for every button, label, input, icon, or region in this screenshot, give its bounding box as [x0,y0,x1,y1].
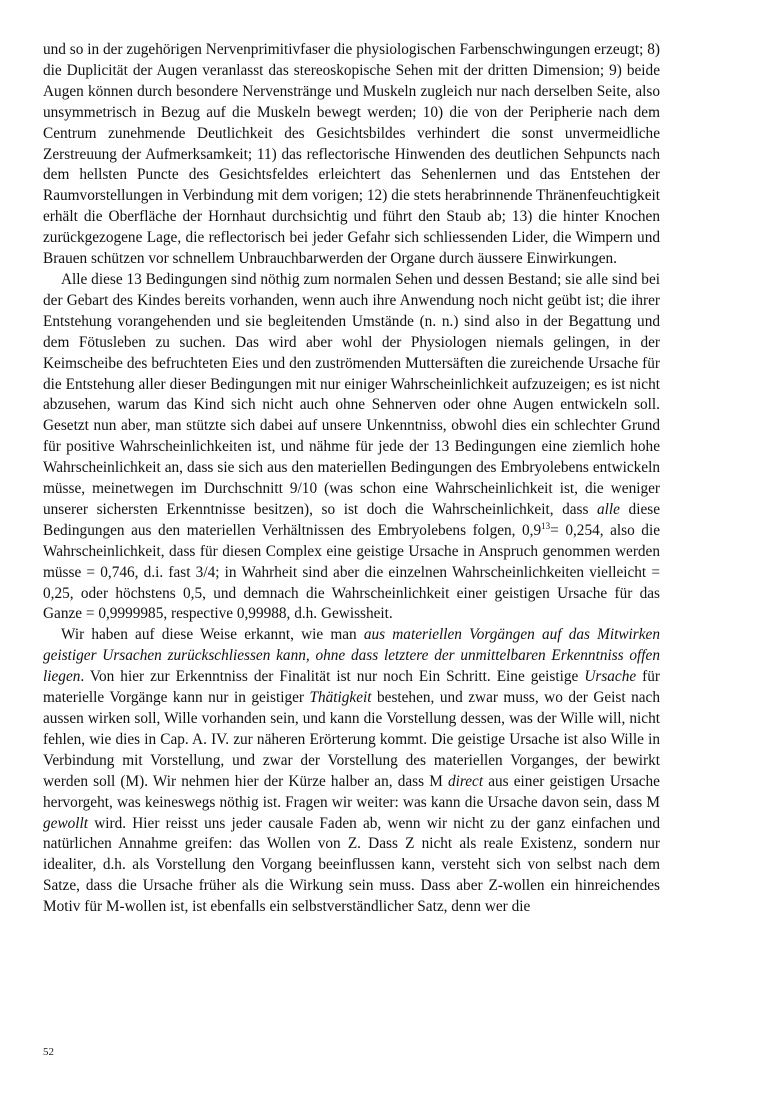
page-number: 52 [43,1046,54,1058]
italic-text-run: Thätigkeit [309,689,372,707]
text-run: Wir haben auf diese Weise erkannt, wie man [61,626,364,644]
text-run: aus einer geistigen Ursache hervorgeht, was keineswegs nöthig ist. Fragen wir weiter: was kann die Ursache davon sein, dass M [43,772,660,811]
paragraph [43,270,660,625]
text-run: für materielle Vorgänge kann nur in geistiger [43,668,661,707]
italic-text-run: aus materiellen Vorgängen auf das Mitwirken geistiger Ursachen zurückschliessen kann, ohne dass letztere der unmittelbaren Erkenntniss offen liegen [43,626,660,686]
italic-text-run: direct [447,772,484,790]
text-run: wird. Hier reisst uns jeder causale Faden ab, wenn wir nicht zu der ganz einfachen und natürlichen Annahme greifen: das Wollen von Z. Dass Z nicht als reale Existenz, sondern nur idealiter, d.h. als Vorstellung den Vorgang beeinflussen kann, versteht sich von selbst nach dem Satze, dass die Ursache früher als die Wirkung sein muss. Dass aber Z-wollen ein hinreichendes Motiv für M-wollen ist, ist ebenfalls ein selbstverständlicher Satz, denn wer die [43,814,660,916]
exponent: 13 [541,520,551,531]
paragraph [43,40,660,270]
italic-text-run: Ursache [584,668,637,686]
text-column [43,40,660,918]
italic-text-run: alle [597,500,620,518]
text-run: diese Bedingungen aus den materiellen Verhältnissen des Embryolebens folgen, 0,9 [43,500,660,539]
text-run: . Von hier zur Erkenntniss der Finalität ist nur noch Ein Schritt. Eine geistige [80,668,585,686]
text-run: und so in der zugehörigen Nervenprimitivfaser die physiologischen Farbenschwingungen erzeugt; 8) die Duplicität der Augen veranlasst das stereoskopische Sehen mit der dritten Dimension; 9) beide Augen können durch besondere Nervenstränge und Muskeln zugleich nur nach derselben Seite, also unsymmetrisch in Bezug auf die Muskeln bewegt werden; 10) die von der Peripherie nach dem Centrum zunehmende Deutlichkeit des Gesichtsbildes verhindert die sonst unvermeidliche Zerstreuung der Aufmerksamkeit; 11) das reflectorische Hinwenden des deutlichen Sehpuncts nach dem hellsten Puncte des Gesichtsfeldes erleichtert das Sehenlernen und das Entstehen der Raumvorstellungen in Verbindung mit dem vorigen; 12) die stets herabrinnende Thränenfeuchtigkeit erhält die Oberfläche der Hornhaut durchsichtig und führt den Staub ab; 13) die hinter Knochen zurückgezogene Lage, die reflectorisch bei jeder Gefahr sich schliessenden Lider, die Wimpern und Brauen schützen vor schnellem Unbrauchbarwerden der Organe durch äussere Einwirkungen. [43,41,660,268]
paragraph [43,625,660,918]
text-run: Alle diese 13 Bedingungen sind nöthig zum normalen Sehen und dessen Bestand; sie alle sind bei der Gebart des Kindes bereits vorhanden, wenn auch ihre Anwendung noch nicht geübt ist; die ihrer Entstehung vorangehenden und sie begleitenden Umstände (n. n.) sind also in der Begattung und dem Fötusleben zu suchen. Das wird aber wohl der Physiologen niemals gelingen, in der Keimscheibe des befruchteten Eies und den zuströmenden Muttersäften die zureichende Ursache für die Entstehung aller dieser Bedingungen mit nur einiger Wahrscheinlichkeit aufzuzeigen; es ist nicht abzusehen, warum das Kind sich nicht auch ohne Sehnerven oder ohne Augen entwickeln soll. Gesetzt nun aber, man stützte sich dabei auf unsere Unkenntniss, obwohl dies ein schlechter Grund für positive Wahrscheinlichkeiten ist, und nähme für jede der 13 Bedingungen eine ziemlich hohe Wahrscheinlichkeit an, dass sie sich aus den materiellen Bedingungen des Embryolebens entwickeln müsse, meinetwegen im Durchschnitt 9/10 (was schon eine Wahrscheinlichkeit ist, die weniger unserer sichersten Erkenntnisse besitzen), so ist doch die Wahrscheinlichkeit, dass [43,270,660,518]
text-run: = 0,254, also die Wahrscheinlichkeit, dass für diesen Complex eine geistige Ursache in Anspruch genommen werden müsse = 0,746, d.i. fast 3/4; in Wahrheit sind aber die einzelnen Wahrscheinlichkeiten vielleicht = 0,25, oder höchstens 0,5, und demnach die Wahrscheinlichkeit einer geistigen Ursache für das Ganze = 0,9999985, respective 0,99988, d.h. Gewissheit. [43,521,661,623]
italic-text-run: gewollt [43,814,89,832]
text-run: bestehen, und zwar muss, wo der Geist nach aussen wirken soll, Wille vorhanden sein, und kann die Vorstellung dessen, was der Wille will, nicht fehlen, wie dies in Cap. A. IV. zur näheren Erörterung kommt. Die geistige Ursache ist also Wille in Verbindung mit Vorstellung, und zwar der Vorstellung des materiellen Vorganges, der bewirkt werden soll (M). Wir nehmen hier der Kürze halber an, dass M [43,689,660,790]
